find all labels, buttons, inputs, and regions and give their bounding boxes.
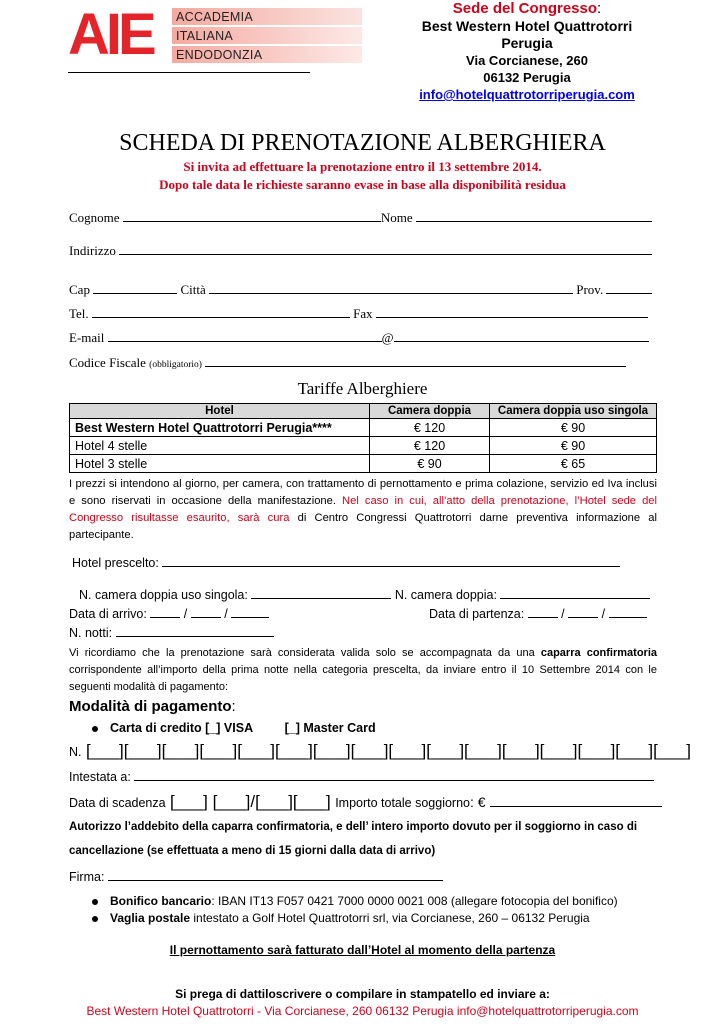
hotel-cell: Best Western Hotel Quattrotorri Perugia**** [70,419,370,437]
cf-label: Codice Fiscale [69,355,146,370]
arrivo-label: Data di arrivo: [69,607,147,621]
fax-field[interactable] [376,317,648,318]
venue-city: Perugia [501,35,553,51]
email-label: E-mail [69,330,105,345]
intestata-label: Intestata a: [69,770,131,784]
scadenza-label: Data di scadenza [69,796,166,810]
row-cf [69,355,626,371]
venue-zip: 06132 Perugia [483,70,571,85]
col-hotel: Hotel [70,404,370,419]
table-row [70,437,657,455]
doppia-field[interactable] [500,598,650,599]
logo-line-3: ENDODONZIA [176,48,263,62]
hotel-cell: Hotel 4 stelle [70,437,370,455]
venue-block: Sede del Congresso: Best Western Hotel Quattrotorri Perugia Via Corcianese, 260 06132 Perugia info@hotelquattrotorriperugia.com [397,0,657,103]
prov-label: Prov. [576,282,604,297]
cap-field[interactable] [93,293,177,294]
tariffe-heading: Tariffe Alberghiere [297,379,428,398]
notti-label: N. notti: [69,626,113,640]
cognome-field[interactable] [123,221,381,222]
singola-field[interactable] [251,598,391,599]
mastercard-checkbox[interactable]: [_] Master Card [284,721,376,735]
card-number-row [69,741,691,761]
hotel-choice-label: Hotel prescelto: [72,556,159,570]
venue-hotel: Best Western Hotel Quattrotorri [421,18,633,34]
card-options: Carta di credito [_] VISA [_] Master Card [92,721,376,735]
price-cell: € 65 [490,455,657,473]
row-notti [69,626,274,640]
prov-field[interactable] [606,293,652,294]
autorizzo-2: cancellazione (se effettuata a meno di 15 giorni dalla data di arrivo) [69,845,436,857]
cap-label: Cap [69,282,90,297]
scadenza-boxes[interactable]: [___] [___]/[___][___] [170,792,331,811]
logo-underline [68,72,310,73]
indirizzo-field[interactable] [119,254,652,255]
card-number-label: N. [69,745,82,759]
indirizzo-label: Indirizzo [69,243,116,258]
venue-street: Via Corcianese, 260 [466,53,588,68]
citta-field[interactable] [209,293,573,294]
citta-label: Città [180,282,206,297]
rates-table [69,403,657,473]
row-arrivo: Data di arrivo: / / [69,607,269,621]
caparra-note: Vi ricordiamo che la prenotazione sarà considerata valida solo se accompagnata da una caparra confirmatoria corrispondente all’importo della prima notte nella categoria prescelta, da inviare entro il 10 Settembre 2014 con le seguenti modalità di pagamento: [69,647,657,693]
arrivo-day-field[interactable] [150,617,180,618]
bonifico-row: Bonifico bancario: IBAN IT13 F057 0421 7000 0000 0021 008 (allegare fotocopia del bonifico) [92,894,618,908]
availability-notice: Dopo tale data le richieste saranno evase in base alla disponibilità residua [159,177,566,192]
col-singola: Camera doppia uso singola [490,404,657,419]
notti-field[interactable] [116,636,274,637]
cf-note: (obbligatorio) [149,360,202,370]
card-number-boxes[interactable]: [___][___][___][___][___][___][___][___][___][___][___][___][___][___][___][___] [85,741,691,760]
tel-label: Tel. [69,306,89,321]
table-row [70,419,657,437]
firma-field[interactable] [108,880,443,881]
logo-line-1: ACCADEMIA [176,10,254,24]
email-user-field[interactable] [108,341,382,342]
row-phone [69,306,648,322]
nome-field[interactable] [416,221,652,222]
autorizzo-1: Autorizzo l’addebito della caparra confirmatoria, e dell’ intero importo dovuto per il soggiorno in caso di [69,821,638,833]
price-cell: € 90 [490,419,657,437]
cf-field[interactable] [205,366,626,367]
col-doppia: Camera doppia [370,404,490,419]
partenza-day-field[interactable] [528,617,558,618]
payment-heading: Modalità di pagamento: [69,698,236,715]
fattura-note: Il pernottamento sarà fatturato dall’Hotel al momento della partenza [169,943,556,957]
footer-address: Best Western Hotel Quattrotorri - Via Corcianese, 260 06132 Perugia info@hotelquattrotorriperugia.com [86,1004,639,1018]
email-domain-field[interactable] [394,341,649,342]
page-title: SCHEDA DI PRENOTAZIONE ALBERGHIERA [119,130,606,156]
deadline-notice: Si invita ad effettuare la prenotazione entro il 13 settembre 2014. [183,159,542,174]
aie-logo [68,2,313,75]
logo-letters: AIE [68,2,153,67]
visa-checkbox[interactable]: [_] VISA [205,721,254,735]
scadenza-row: Data di scadenza [___] [___]/[___][___] Importo totale soggiorno: € [69,792,662,812]
vaglia-row: Vaglia postale intestato a Golf Hotel Quattrotorri srl, via Corcianese, 260 – 06132 Perugia [92,911,590,925]
partenza-year-field[interactable] [609,617,647,618]
footer-instruction: Si prega di dattiloscrivere o compilare in stampatello ed inviare a: [175,987,550,1001]
price-cell: € 90 [490,437,657,455]
at-sign: @ [381,330,394,345]
singola-label: N. camera doppia uso singola: [79,588,248,602]
arrivo-year-field[interactable] [231,617,269,618]
table-header-row [70,404,657,419]
venue-label: Sede del Congresso [452,0,598,17]
hotel-cell: Hotel 3 stelle [70,455,370,473]
row-rooms [79,588,650,602]
fax-label: Fax [353,306,373,321]
table-row [70,455,657,473]
rates-note-warning: Nel caso in cui, all’atto della prenotazione, l’Hotel sede del Congresso risultasse esaurito, sarà cura [69,495,658,524]
intestata-row [69,770,654,784]
nome-label: Nome [380,210,413,225]
partenza-month-field[interactable] [568,617,598,618]
cognome-label: Cognome [69,210,120,225]
row-email [69,330,649,346]
row-hotel-choice [72,556,620,570]
hotel-choice-field[interactable] [162,566,620,567]
row-partenza: Data di partenza: / / [429,607,647,621]
importo-label: Importo totale soggiorno [335,796,470,810]
intestata-field[interactable] [134,780,654,781]
price-cell: € 120 [370,437,490,455]
firma-row [69,870,443,884]
bullet-icon [92,899,98,905]
bullet-icon [92,726,98,732]
row-address [69,243,652,259]
logo-line-2: ITALIANA [176,29,234,43]
doppia-label: N. camera doppia: [394,588,497,602]
venue-email-link[interactable]: info@hotelquattrotorriperugia.com [419,87,635,102]
row-city [69,282,652,298]
rates-note: I prezzi si intendono al giorno, per camera, con trattamento di pernottamento e prima colazione, servizio ed Iva inclusi e sono riservati in occasione della manifestazione. Nel caso in cui, all’atto della prenotazione, l’Hotel sede del Congresso risultasse esaurito, sarà cura di Centro Congressi Quattrotorri darne preventiva informazione al partecipante. [69,478,658,541]
tel-field[interactable] [92,317,350,318]
importo-field[interactable] [490,806,662,807]
firma-label: Firma: [69,870,105,884]
partenza-label: Data di partenza: [429,607,525,621]
bullet-icon [92,916,98,922]
arrivo-month-field[interactable] [191,617,221,618]
row-name [69,210,652,226]
price-cell: € 120 [370,419,490,437]
price-cell: € 90 [370,455,490,473]
